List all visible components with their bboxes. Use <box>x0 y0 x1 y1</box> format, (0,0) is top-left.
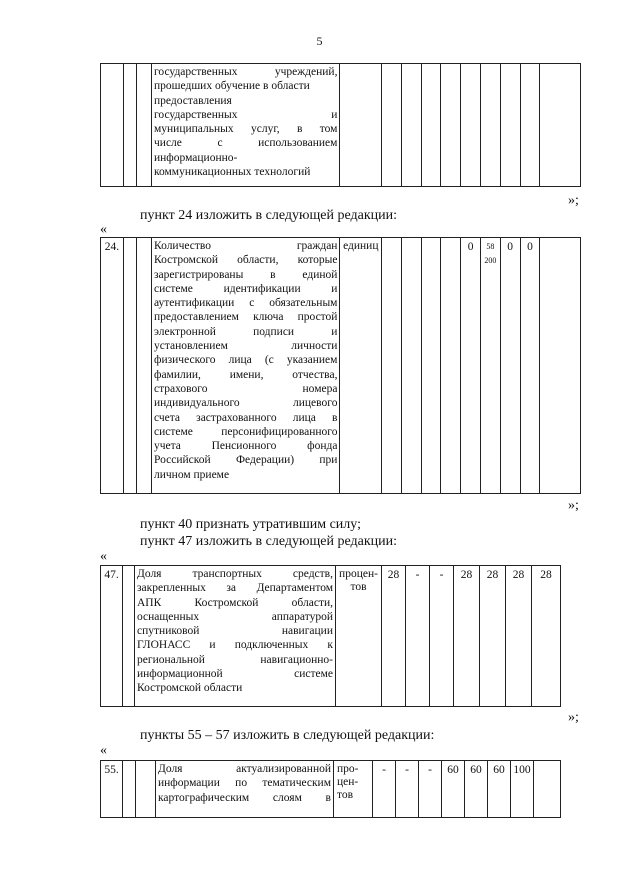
value-cell: 60 <box>488 761 511 818</box>
unit-cell: единиц <box>340 238 382 494</box>
paragraph-item-24: пункт 24 изложить в следующей редакции: <box>140 208 397 223</box>
closing-quote: »; <box>568 193 579 208</box>
value-cell: 0 <box>520 238 540 494</box>
closing-quote: »; <box>568 498 579 513</box>
value-cell: 60 <box>442 761 465 818</box>
value-cell: 28 <box>382 566 406 707</box>
indicator-description: Доля транспортных средств, закрепленных за Департаментом АПК Костромской области, оснащенных аппаратурой спутниковой навигации ГЛОНАСС и подключенных к региональной навигационно- информационной системе Костромской области <box>135 566 336 707</box>
table-row-55 <box>100 760 561 818</box>
row-number: 24. <box>101 238 124 494</box>
table-row <box>101 64 581 187</box>
value-cell: 60 <box>465 761 488 818</box>
value-cell: 28 <box>532 566 561 707</box>
opening-quote: « <box>100 549 107 564</box>
indicator-description: Доля актуализированной информации по тематическим картографическим слоям в <box>156 761 334 818</box>
page-number: 5 <box>316 34 323 48</box>
paragraph-item-40: пункт 40 признать утратившим силу; <box>140 517 361 532</box>
paragraph-item-47: пункт 47 изложить в следующей редакции: <box>140 534 397 549</box>
table-row <box>101 761 561 818</box>
opening-quote: « <box>100 222 107 237</box>
value-cell: - <box>430 566 454 707</box>
value-cell: - <box>419 761 442 818</box>
table-continuation <box>100 63 581 187</box>
value-cell: 58 200 <box>481 238 501 494</box>
unit-cell: процен- тов <box>336 566 382 707</box>
value-cell: 0 <box>500 238 520 494</box>
opening-quote: « <box>100 743 107 758</box>
row-number: 55. <box>101 761 123 818</box>
value-cell: 28 <box>506 566 532 707</box>
table-row-47 <box>100 565 561 707</box>
indicator-description: Количество граждан Костромской области, которые зарегистрированы в единой системе идентификации и аутентификации с обязательным предоставлением ключа простой электронной подписи и установлением личности физического лица (с указанием фамилии, имени, отчества, страхового номера индивидуального лицевого счета застрахованного лица в системе персонифицированного учета Пенсионного фонда Российской Федерации) при личном приеме <box>152 238 340 494</box>
indicator-description: государственных учреждений, прошедших обучение в области предоставления государственных и муниципальных услуг, в том числе с использованием информационно- коммуникационных технологий <box>152 64 340 187</box>
value-cell: 28 <box>454 566 480 707</box>
value-cell: 28 <box>480 566 506 707</box>
row-number: 47. <box>101 566 123 707</box>
unit-cell: про- цен- тов <box>334 761 373 818</box>
value-cell: - <box>406 566 430 707</box>
value-cell: - <box>396 761 419 818</box>
value-cell: - <box>373 761 396 818</box>
table-row <box>101 238 581 494</box>
closing-quote: »; <box>568 710 579 725</box>
paragraph-items-55-57: пункты 55 – 57 изложить в следующей редакции: <box>140 728 435 743</box>
value-cell: 0 <box>461 238 481 494</box>
table-row-24 <box>100 237 581 494</box>
value-cell: 100 <box>511 761 534 818</box>
table-row <box>101 566 561 707</box>
